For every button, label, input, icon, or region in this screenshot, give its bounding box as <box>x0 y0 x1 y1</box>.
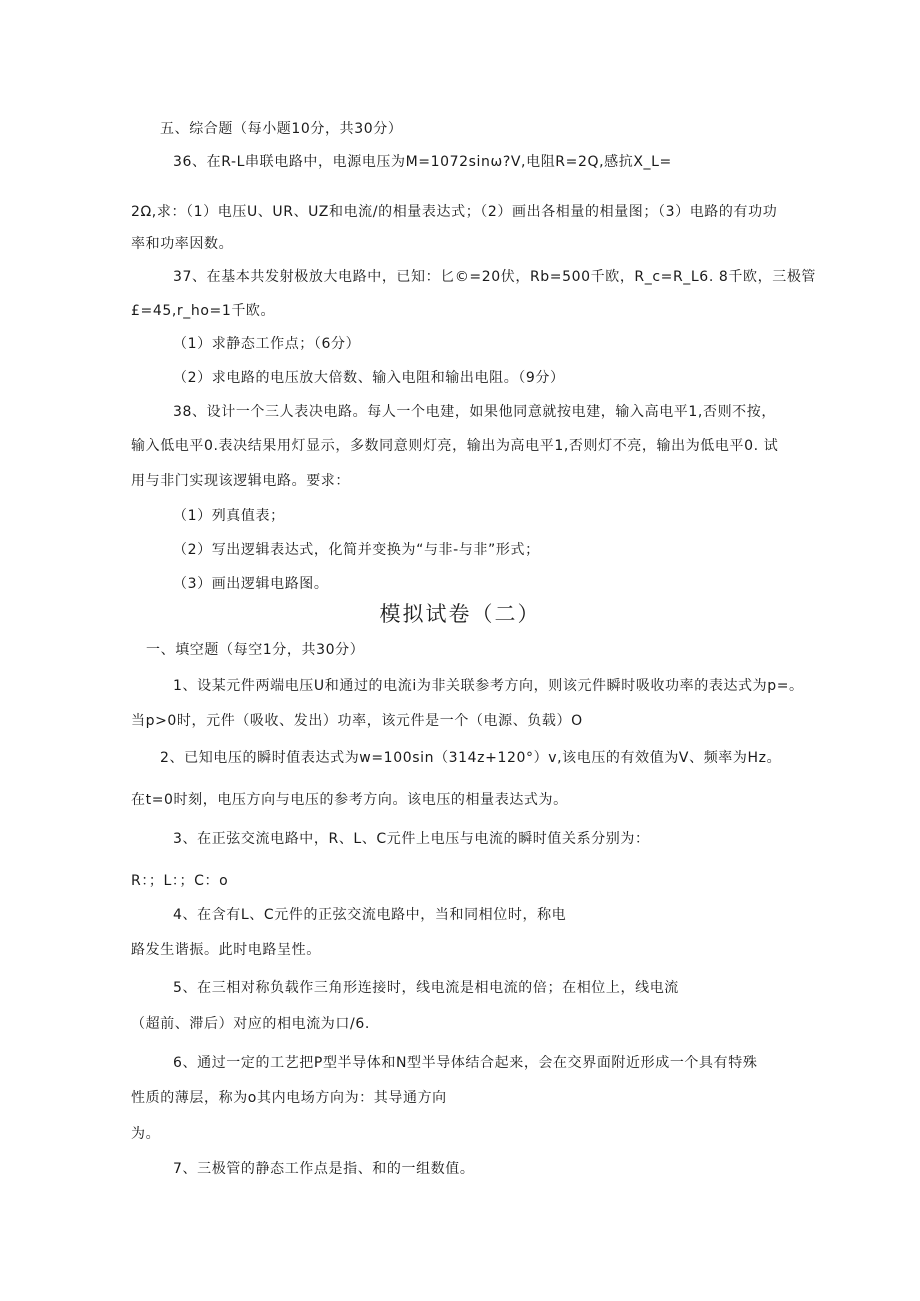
line-q1: 1、设某元件两端电压U和通过的电流i为非关联参考方向，则该元件瞬时吸收功率的表达式为p=。 <box>173 678 804 694</box>
line-q36: 36、在R-L串联电路中，电源电压为M=1072sinω?V,电阻R=2Q,感抗X_L= <box>173 154 672 170</box>
line-q38-part2: （2）写出逻辑表达式，化简并变换为“与非-与非”形式； <box>173 542 540 558</box>
line-q38-part1: （1）列真值表； <box>173 508 285 524</box>
line-q3-cont: R：；L：；C：o <box>131 873 229 889</box>
line-q4: 4、在含有L、C元件的正弦交流电路中，当和同相位时，称电 <box>173 907 567 923</box>
line-q4-cont: 路发生谐振。此时电路呈性。 <box>131 942 321 958</box>
line-q37: 37、在基本共发射极放大电路中，已知：匕©=20伏，Rb=500千欧，R_c=R_L6. 8千欧，三极管 <box>173 269 817 285</box>
line-section5-heading: 五、综合题（每小题10分，共30分） <box>160 121 403 137</box>
line-q36-end: 率和功率因数。 <box>131 236 234 252</box>
line-q38: 38、设计一个三人表决电路。每人一个电建，如果他同意就按电建，输入高电平1,否则不按， <box>173 404 776 420</box>
line-q6: 6、通过一定的工艺把P型半导体和N型半导体结合起来，会在交界面附近形成一个具有特殊 <box>173 1055 758 1071</box>
line-q38-part3: （3）画出逻辑电路图。 <box>173 576 329 592</box>
section-title: 模拟试卷（二） <box>379 602 541 626</box>
line-q6-cont: 性质的薄层，称为o其内电场方向为：其导通方向 <box>131 1090 447 1106</box>
line-q3: 3、在正弦交流电路中，R、L、C元件上电压与电流的瞬时值关系分别为： <box>173 831 650 847</box>
line-q38-cont2: 用与非门实现该逻辑电路。要求： <box>131 473 350 489</box>
line-q7: 7、三极管的静态工作点是指、和的一组数值。 <box>173 1161 475 1177</box>
line-section1-heading: 一、填空题（每空1分，共30分） <box>146 642 365 658</box>
line-q5: 5、在三相对称负载作三角形连接时，线电流是相电流的倍；在相位上，线电流 <box>173 980 679 996</box>
line-q37-cont: £=45,r_ho=1千欧。 <box>131 303 276 319</box>
line-q37-part1: （1）求静态工作点；（6分） <box>173 336 361 352</box>
line-q1-cont: 当p>0时，元件（吸收、发出）功率，该元件是一个（电源、负载）O <box>131 713 583 729</box>
line-q5-cont: （超前、滞后）对应的相电流为口/6. <box>131 1016 370 1032</box>
line-q2: 2、已知电压的瞬时值表达式为w=100sin（314z+120°）v,该电压的有效值为V、频率为Hz。 <box>160 750 782 766</box>
line-q2-cont: 在t=0时刻，电压方向与电压的参考方向。该电压的相量表达式为。 <box>131 792 568 808</box>
line-q36-cont: 2Ω,求：（1）电压U、UR、UZ和电流/的相量表达式；（2）画出各相量的相量图；（3）电路的有功功 <box>131 204 778 220</box>
line-q6-end: 为。 <box>131 1126 161 1142</box>
line-q38-cont1: 输入低电平0.表决结果用灯显示，多数同意则灯亮，输出为高电平1,否则灯不亮，输出为低电平0. 试 <box>131 438 779 454</box>
line-q37-part2: （2）求电路的电压放大倍数、输入电阻和输出电阻。（9分） <box>173 370 565 386</box>
